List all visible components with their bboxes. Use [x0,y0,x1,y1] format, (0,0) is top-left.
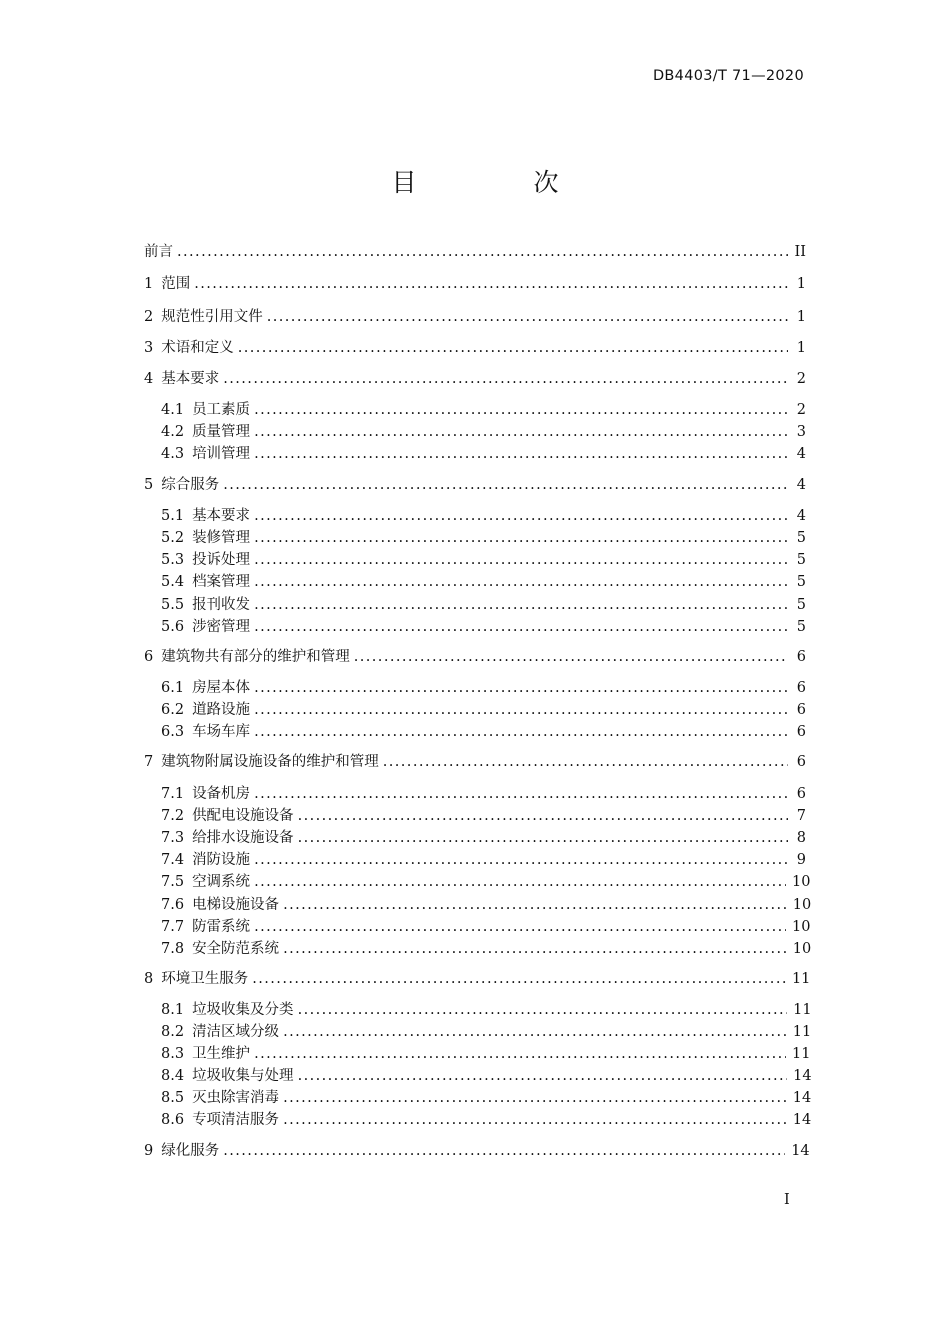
toc-entry-page: 6 [796,786,806,802]
toc-leader-dots [238,338,788,358]
toc-subentry[interactable] [161,678,806,698]
toc-subentry[interactable] [161,617,806,637]
toc-leader-dots [283,895,787,915]
toc-subentry[interactable] [161,1088,812,1108]
toc-subentry[interactable] [161,572,806,592]
toc-entry-number: 7.3 [161,830,185,846]
toc-subentry[interactable] [161,1110,812,1130]
toc-leader-dots [254,595,788,615]
toc-entry-page: 6 [796,649,806,665]
toc-entry-page: 14 [791,1143,810,1159]
toc-entry-page: 8 [796,830,806,846]
toc-entry-label: 综合服务 [161,477,220,493]
toc-entry-number: 3 [144,340,154,356]
toc-entry-label: 道路设施 [192,702,251,718]
toc-leader-dots [298,806,788,826]
toc-entry-page: 5 [796,552,806,568]
toc-entry-number: 7.7 [161,919,185,935]
toc-entry-number: 7.5 [161,874,185,890]
toc-entry-number: 8 [144,971,154,987]
toc-entry-page: 5 [796,619,806,635]
toc-entry-label: 培训管理 [192,446,251,462]
toc-entry[interactable] [144,274,806,294]
toc-entry-number: 6 [144,649,154,665]
toc-entry-page: 11 [791,971,811,987]
toc-entry-label: 术语和定义 [161,340,234,356]
toc-entry-page: 6 [796,724,806,740]
toc-entry-label: 垃圾收集及分类 [192,1002,294,1018]
toc-entry-page: 9 [796,852,806,868]
toc-entry[interactable] [144,647,806,667]
toc-entry-page: 10 [792,897,812,913]
toc-entry-label: 前言 [144,244,173,260]
toc-leader-dots [383,752,788,772]
toc-entry[interactable] [144,475,806,495]
toc-entry-label: 建筑物附属设施设备的维护和管理 [161,754,379,770]
toc-entry-number: 2 [144,309,154,325]
toc-leader-dots [223,475,788,495]
toc-entry-label: 设备机房 [192,786,251,802]
toc-entry-label: 消防设施 [192,852,251,868]
toc-entry-page: 11 [793,1002,812,1018]
toc-entry-number: 4 [144,371,154,387]
toc-leader-dots [254,400,788,420]
toc-leader-dots [254,872,786,892]
toc-subentry[interactable] [161,400,806,420]
toc-entry-label: 垃圾收集与处理 [192,1068,294,1084]
toc-entry-page: 6 [796,702,806,718]
toc-leader-dots [254,506,788,526]
toc-subentry[interactable] [161,939,812,959]
toc-leader-dots [194,274,788,294]
toc-entry-number: 5.4 [161,574,185,590]
toc-leader-dots [252,969,786,989]
toc-entry-label: 建筑物共有部分的维护和管理 [161,649,350,665]
toc-leader-dots [254,1044,786,1064]
toc-entry-number: 5 [144,477,154,493]
toc-leader-dots [267,307,788,327]
toc-leader-dots [254,700,788,720]
toc-entry-label: 基本要求 [161,371,220,387]
toc-entry-page: 5 [796,574,806,590]
toc-entry-page: 14 [793,1068,812,1084]
toc-leader-dots [298,1000,788,1020]
toc-entry-label: 投诉处理 [192,552,251,568]
toc-leader-dots [283,1022,787,1042]
toc-entry[interactable] [144,242,806,262]
toc-subentry[interactable] [161,1000,812,1020]
toc-entry-number: 9 [144,1143,154,1159]
toc-entry-number: 8.5 [161,1090,185,1106]
toc-entry-number: 7.6 [161,897,185,913]
toc-subentry[interactable] [161,1066,812,1086]
toc-subentry[interactable] [161,872,811,892]
toc-entry-number: 5.6 [161,619,185,635]
toc-entry-number: 5.2 [161,530,185,546]
toc-leader-dots [223,369,788,389]
toc-leader-dots [254,444,788,464]
toc-subentry[interactable] [161,595,806,615]
toc-leader-dots [298,1066,788,1086]
toc-entry-label: 装修管理 [192,530,251,546]
toc-entry-number: 5.5 [161,597,185,613]
toc-entry-number: 4.1 [161,402,185,418]
toc-entry-page: 6 [796,754,806,770]
toc-entry-number: 6.3 [161,724,185,740]
toc-subentry[interactable] [161,895,812,915]
toc-subentry[interactable] [161,1022,812,1042]
toc-subentry[interactable] [161,722,806,742]
toc-entry-number: 8.3 [161,1046,185,1062]
toc-entry-page: 5 [796,597,806,613]
toc-leader-dots [254,528,788,548]
toc-entry-label: 灭虫除害消毒 [192,1090,280,1106]
toc-entry-label: 绿化服务 [161,1143,220,1159]
toc-entry-number: 7.8 [161,941,185,957]
document-code: DB4403/T 71—2020 [652,68,804,84]
toc-leader-dots [254,678,788,698]
toc-leader-dots [254,422,788,442]
toc-subentry[interactable] [161,784,806,804]
toc-entry-page: 7 [796,808,806,824]
toc-entry-label: 规范性引用文件 [161,309,263,325]
toc-leader-dots [283,939,787,959]
toc-leader-dots [254,550,788,570]
toc-entry-label: 空调系统 [192,874,251,890]
toc-entry-page: 14 [792,1090,812,1106]
toc-entry-number: 8.4 [161,1068,185,1084]
toc-entry-number: 6.2 [161,702,185,718]
toc-entry-page: 6 [796,680,806,696]
toc-entry-label: 防雷系统 [192,919,251,935]
toc-entry-page: 1 [796,340,806,356]
toc-leader-dots [254,722,788,742]
page-number: I [784,1192,790,1208]
toc-entry-page: 2 [796,402,806,418]
toc-entry-label: 清洁区域分级 [192,1024,280,1040]
toc-entry-label: 电梯设施设备 [192,897,280,913]
toc-entry-label: 车场车库 [192,724,251,740]
toc-leader-dots [283,1110,787,1130]
toc-subentry[interactable] [161,550,806,570]
toc-entry-label: 范围 [161,276,191,292]
toc-entry-number: 5.3 [161,552,185,568]
toc-subentry[interactable] [161,444,806,464]
toc-entry-page: 11 [792,1024,812,1040]
toc-subentry[interactable] [161,850,806,870]
toc-entry-label: 安全防范系统 [192,941,280,957]
toc-entry-page: 1 [796,276,806,292]
toc-leader-dots [223,1141,785,1161]
toc-entry-page: II [794,244,806,260]
toc-subentry[interactable] [161,422,806,442]
toc-entry-number: 4.2 [161,424,185,440]
toc-entry-label: 供配电设施设备 [192,808,294,824]
toc-entry-label: 专项清洁服务 [192,1112,280,1128]
toc-entry-page: 10 [792,941,812,957]
toc-entry-label: 房屋本体 [192,680,251,696]
toc-entry-page: 14 [792,1112,812,1128]
toc-entry-number: 4.3 [161,446,185,462]
toc-entry-label: 卫生维护 [192,1046,251,1062]
toc-entry-label: 报刊收发 [192,597,251,613]
toc-entry-number: 8.1 [161,1002,185,1018]
toc-leader-dots [254,917,786,937]
toc-entry-label: 环境卫生服务 [161,971,249,987]
toc-subentry[interactable] [161,1044,811,1064]
toc-subentry[interactable] [161,917,811,937]
toc-entry-label: 员工素质 [192,402,251,418]
toc-entry-number: 6.1 [161,680,185,696]
toc-entry[interactable] [144,369,806,389]
toc-entry[interactable] [144,969,811,989]
toc-entry-page: 4 [796,446,806,462]
toc-entry-page: 4 [796,477,806,493]
toc-subentry[interactable] [161,828,806,848]
toc-leader-dots [354,647,788,667]
toc-entry-number: 8.2 [161,1024,185,1040]
toc-entry-number: 7 [144,754,154,770]
toc-subentry[interactable] [161,806,806,826]
toc-entry-label: 给排水设施设备 [192,830,294,846]
toc-subentry[interactable] [161,528,806,548]
toc-entry-number: 1 [144,276,154,292]
toc-entry-number: 7.4 [161,852,185,868]
toc-leader-dots [254,617,788,637]
toc-entry-label: 档案管理 [192,574,251,590]
toc-entry-label: 基本要求 [192,508,251,524]
toc-entry-label: 涉密管理 [192,619,251,635]
toc-subentry[interactable] [161,506,806,526]
toc-entry-page: 3 [796,424,806,440]
toc-leader-dots [298,828,788,848]
toc-entry-page: 5 [796,530,806,546]
toc-entry-page: 10 [792,874,811,890]
toc-entry-page: 4 [796,508,806,524]
toc-entry[interactable] [144,1141,810,1161]
toc-entry-number: 5.1 [161,508,185,524]
toc-leader-dots [254,850,788,870]
toc-entry-page: 1 [796,309,806,325]
toc-entry-label: 质量管理 [192,424,251,440]
toc-entry-page: 2 [796,371,806,387]
toc-leader-dots [254,572,788,592]
toc-leader-dots [254,784,788,804]
toc-subentry[interactable] [161,700,806,720]
toc-entry[interactable] [144,307,806,327]
toc-entry[interactable] [144,752,806,772]
toc-entry-number: 7.2 [161,808,185,824]
toc-entry-number: 8.6 [161,1112,185,1128]
toc-entry-page: 11 [792,1046,811,1062]
toc-entry[interactable] [144,338,806,358]
toc-title: 目 次 [391,168,605,197]
toc-entry-page: 10 [792,919,811,935]
toc-leader-dots [177,242,788,262]
toc-entry-number: 7.1 [161,786,185,802]
toc-leader-dots [283,1088,787,1108]
